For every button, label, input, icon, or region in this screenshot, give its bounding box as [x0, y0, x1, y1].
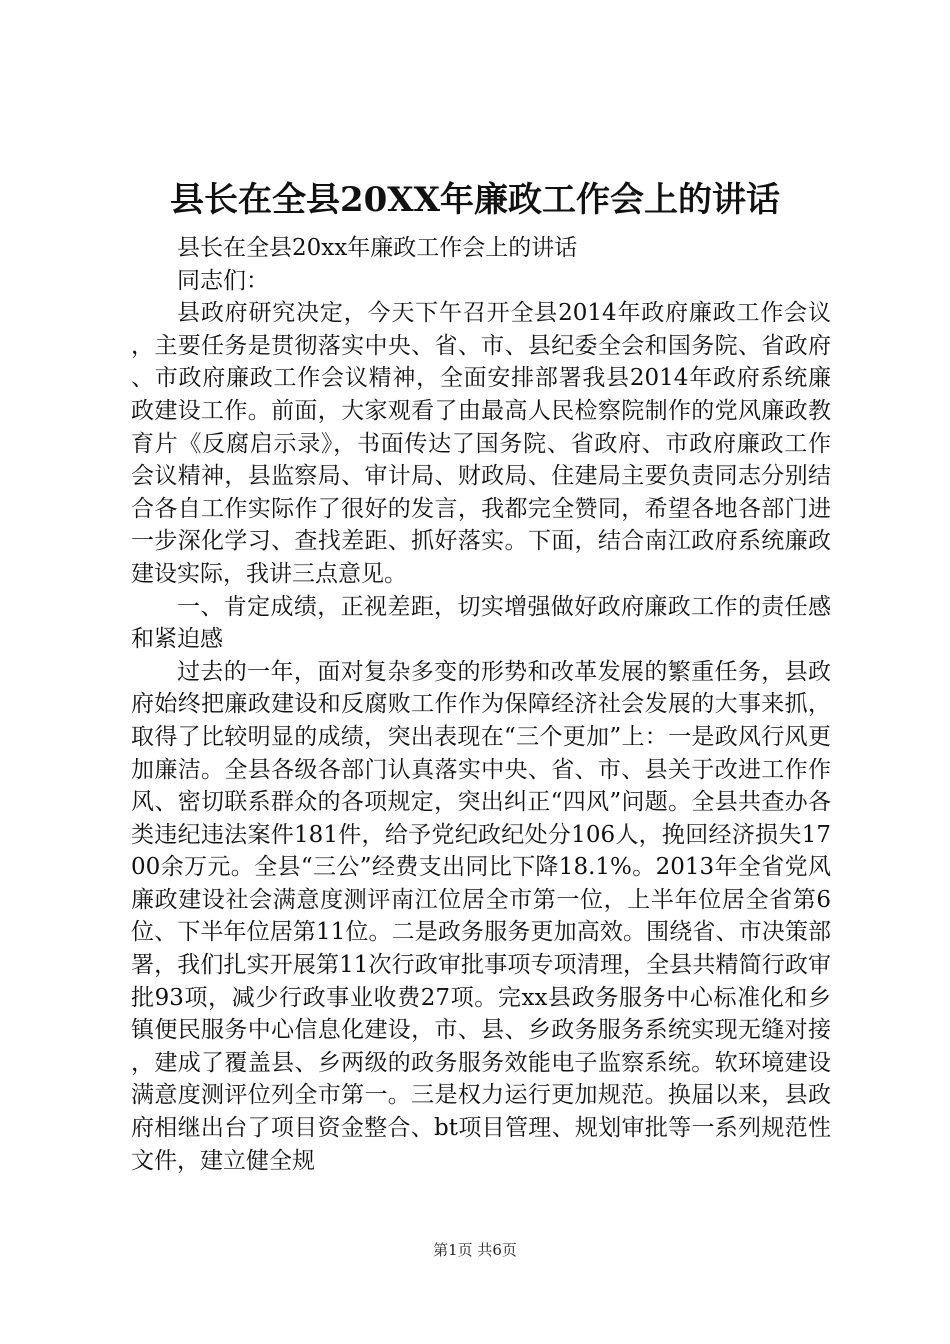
document-body [131, 232, 831, 1177]
body-paragraph: 过去的一年，面对复杂多变的形势和改革发展的繁重任务，县政府始终把廉政建设和反腐败工作作为保障经济社会发展的大事来抓，取得了比较明显的成绩，突出表现在“三个更加”上：一是政风行风更加廉洁。全县各级各部门认真落实中央、省、市、县关于改进工作作风、密切联系群众的各项规定，突出纠正“四风”问题。全县共查办各类违纪违法案件181件，给予党纪政纪处分106人，挽回经济损失1700余万元。全县“三公”经费支出同比下降18.1%。2013年全省党风廉政建设社会满意度测评南江位居全市第一位，上半年位居全省第6位、下半年位居第11位。二是政务服务更加高效。围绕省、市决策部署，我们扎实开展第11次行政审批事项专项清理，全县共精简行政审批93项，减少行政事业收费27项。完xx县政务服务中心标准化和乡镇便民服务中心信息化建设，市、县、乡政务服务系统实现无缝对接，建成了覆盖县、乡两级的政务服务效能电子监察系统。软环境建设满意度测评位列全市第一。三是权力运行更加规范。换届以来，县政府相继出台了项目资金整合、bt项目管理、规划审批等一系列规范性文件，建立健全规 [131, 658, 831, 1174]
section-heading: 一、肯定成绩，正视差距，切实增强做好政府廉政工作的责任感和紧迫感 [131, 593, 831, 653]
body-paragraph: 县政府研究决定，今天下午召开全县2014年政府廉政工作会议，主要任务是贯彻落实中央、省、市、县纪委全会和国务院、省政府、市政府廉政工作会议精神，全面安排部署我县2014年政府系统廉政建设工作。前面，大家观看了由最高人民检察院制作的党风廉政教育片《反腐启示录》，书面传达了国务院、省政府、市政府廉政工作会议精神，县监察局、审计局、财政局、住建局主要负责同志分别结合各自工作实际作了很好的发言，我都完全赞同，希望各地各部门进一步深化学习、查找差距、抓好落实。下面，结合南江政府系统廉政建设实际，我讲三点意见。 [131, 300, 831, 587]
page-footer: 第1页 共6页 [433, 1241, 517, 1259]
salutation-paragraph: 同志们： [177, 267, 269, 294]
subtitle-paragraph: 县长在全县20xx年廉政工作会上的讲话 [177, 235, 578, 261]
document-title: 县长在全县20XX年廉政工作会上的讲话 [169, 180, 781, 220]
